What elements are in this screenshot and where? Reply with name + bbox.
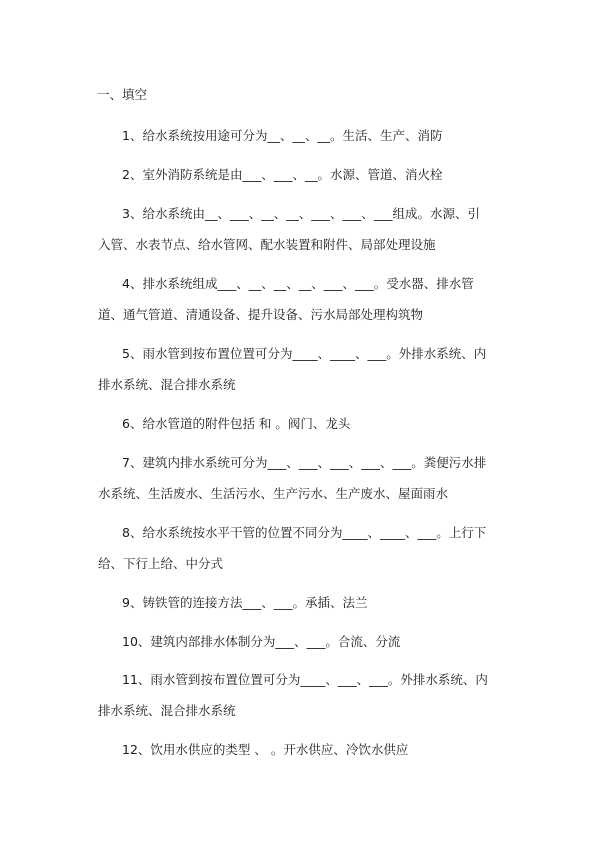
question-text: 9、铸铁管的连接方法___、___。承插、法兰 xyxy=(122,595,368,610)
section-title: 一、填空 xyxy=(97,87,148,102)
question-4 xyxy=(98,268,508,330)
question-5 xyxy=(98,338,508,400)
question-9 xyxy=(98,587,508,618)
question-text: 12、饮用水供应的类型 、 。开水供应、冷饮水供应 xyxy=(122,742,409,757)
question-3 xyxy=(98,198,508,260)
question-1 xyxy=(98,120,508,151)
question-text-continued: 道、通气管道、清通设备、提升设备、污水局部处理构筑物 xyxy=(98,307,424,322)
question-7 xyxy=(98,447,508,509)
question-text-continued: 水系统、生活废水、生活污水、生产污水、生产废水、屋面雨水 xyxy=(98,486,449,501)
question-6 xyxy=(98,408,508,439)
question-10 xyxy=(98,626,508,657)
question-11 xyxy=(98,664,508,726)
question-text: 10、建筑内部排水体制分为___、___。合流、分流 xyxy=(122,634,401,649)
question-text-continued: 排水系统、混合排水系统 xyxy=(98,703,236,718)
question-text: 7、建筑内排水系统可分为___、___、___、___、___。粪便污水排 xyxy=(122,455,487,470)
question-text: 3、给水系统由__、___、__、__、___、___、___组成。水源、引 xyxy=(122,206,480,221)
question-text: 2、室外消防系统是由___、___、__。水源、管道、消火栓 xyxy=(122,167,443,182)
question-text-continued: 入管、水表节点、给水管网、配水装置和附件、局部处理设施 xyxy=(98,237,436,252)
question-8 xyxy=(98,517,508,579)
question-text-continued: 排水系统、混合排水系统 xyxy=(98,377,236,392)
question-12 xyxy=(98,734,508,765)
question-text: 1、给水系统按用途可分为__、__、__。生活、生产、消防 xyxy=(122,128,443,143)
question-text: 5、雨水管到按布置位置可分为____、____、___。外排水系统、内 xyxy=(122,346,487,361)
question-text: 8、给水系统按水平干管的位置不同分为____、____、___。上行下 xyxy=(122,525,487,540)
question-text: 6、给水管道的附件包括 和 。阀门、龙头 xyxy=(122,416,351,431)
question-text-continued: 给、下行上给、中分式 xyxy=(98,556,224,571)
question-text: 11、雨水管到按布置位置可分为____、___、___。外排水系统、内 xyxy=(122,672,488,687)
question-2 xyxy=(98,159,508,190)
question-text: 4、排水系统组成___、__、__、__、___、___。受水器、排水管 xyxy=(122,276,474,291)
